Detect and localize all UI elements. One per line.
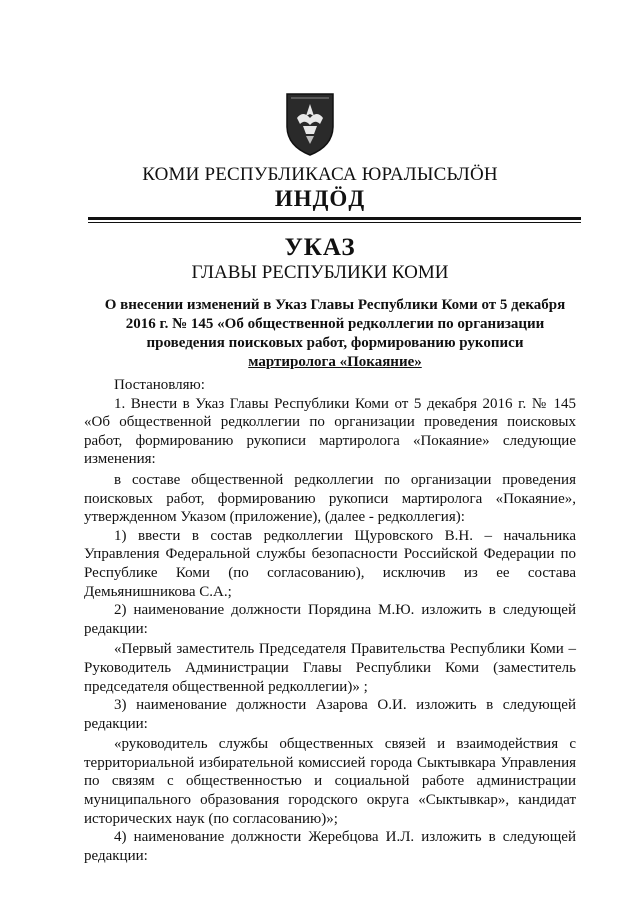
indod-heading: ИНДÖД xyxy=(274,186,366,211)
komi-coat-of-arms-icon xyxy=(279,88,341,158)
paragraph: «руководитель службы общественных связей и взаимодействия с территориальной избирательной комиссией города Сыктывкара Управления по связям с общественностью и социальной работе администрации муниципального образования городского округа «Сыктывкар», кандидат исторических наук (по согласованию)»; xyxy=(84,736,576,827)
komi-header: КОМИ РЕСПУБЛИКАСА ЮРАЛЫСЬЛÖН xyxy=(142,164,498,185)
title-text: О внесении изменений в Указ Главы Республики Коми от 5 декабря 2016 г. № 145 «Об общественной редколлегии по организации проведения поисковых работ, формированию рукописи xyxy=(104,297,566,351)
issuer-heading: ГЛАВЫ РЕСПУБЛИКИ КОМИ xyxy=(191,262,449,283)
paragraph: 2) наименование должности Порядина М.Ю. изложить в следующей редакции: xyxy=(84,602,576,637)
paragraph: в составе общественной редколлегии по организации проведения поисковых работ, формированию рукописи мартиролога «Покаяние», утвержденном Указом (приложение), (далее - редколлегия): xyxy=(84,471,576,526)
paragraph: 3) наименование должности Азарова О.И. изложить в следующей редакции: xyxy=(84,697,576,732)
paragraph: 4) наименование должности Жеребцова И.Л. изложить в следующей редакции: xyxy=(84,829,576,864)
divider-thick xyxy=(88,217,581,220)
paragraph: 1) ввести в состав редколлегии Щуровского В.Н. – начальника Управления Федеральной службы безопасности Российской Федерации по Республике Коми (по согласованию), исключив из ее состава Демьянишникова С.А.; xyxy=(84,527,576,600)
document-body xyxy=(84,376,576,865)
divider-thin xyxy=(88,222,581,223)
document-title xyxy=(100,296,570,372)
paragraph: Постановляю: xyxy=(114,377,205,393)
title-underlined-text: мартиролога «Покаяние» xyxy=(248,354,422,370)
ukaz-heading: УКАЗ xyxy=(284,234,356,261)
paragraph: «Первый заместитель Председателя Правительства Республики Коми – Руководитель Администрации Главы Республики Коми (заместитель председателя общественной редколлегии)» ; xyxy=(84,641,576,695)
paragraph: 1. Внести в Указ Главы Республики Коми от 5 декабря 2016 г. № 145 «Об общественной редколлегии по организации проведения поисковых работ, формированию рукописи мартиролога «Покаяние» следующие изменения: xyxy=(84,395,576,468)
